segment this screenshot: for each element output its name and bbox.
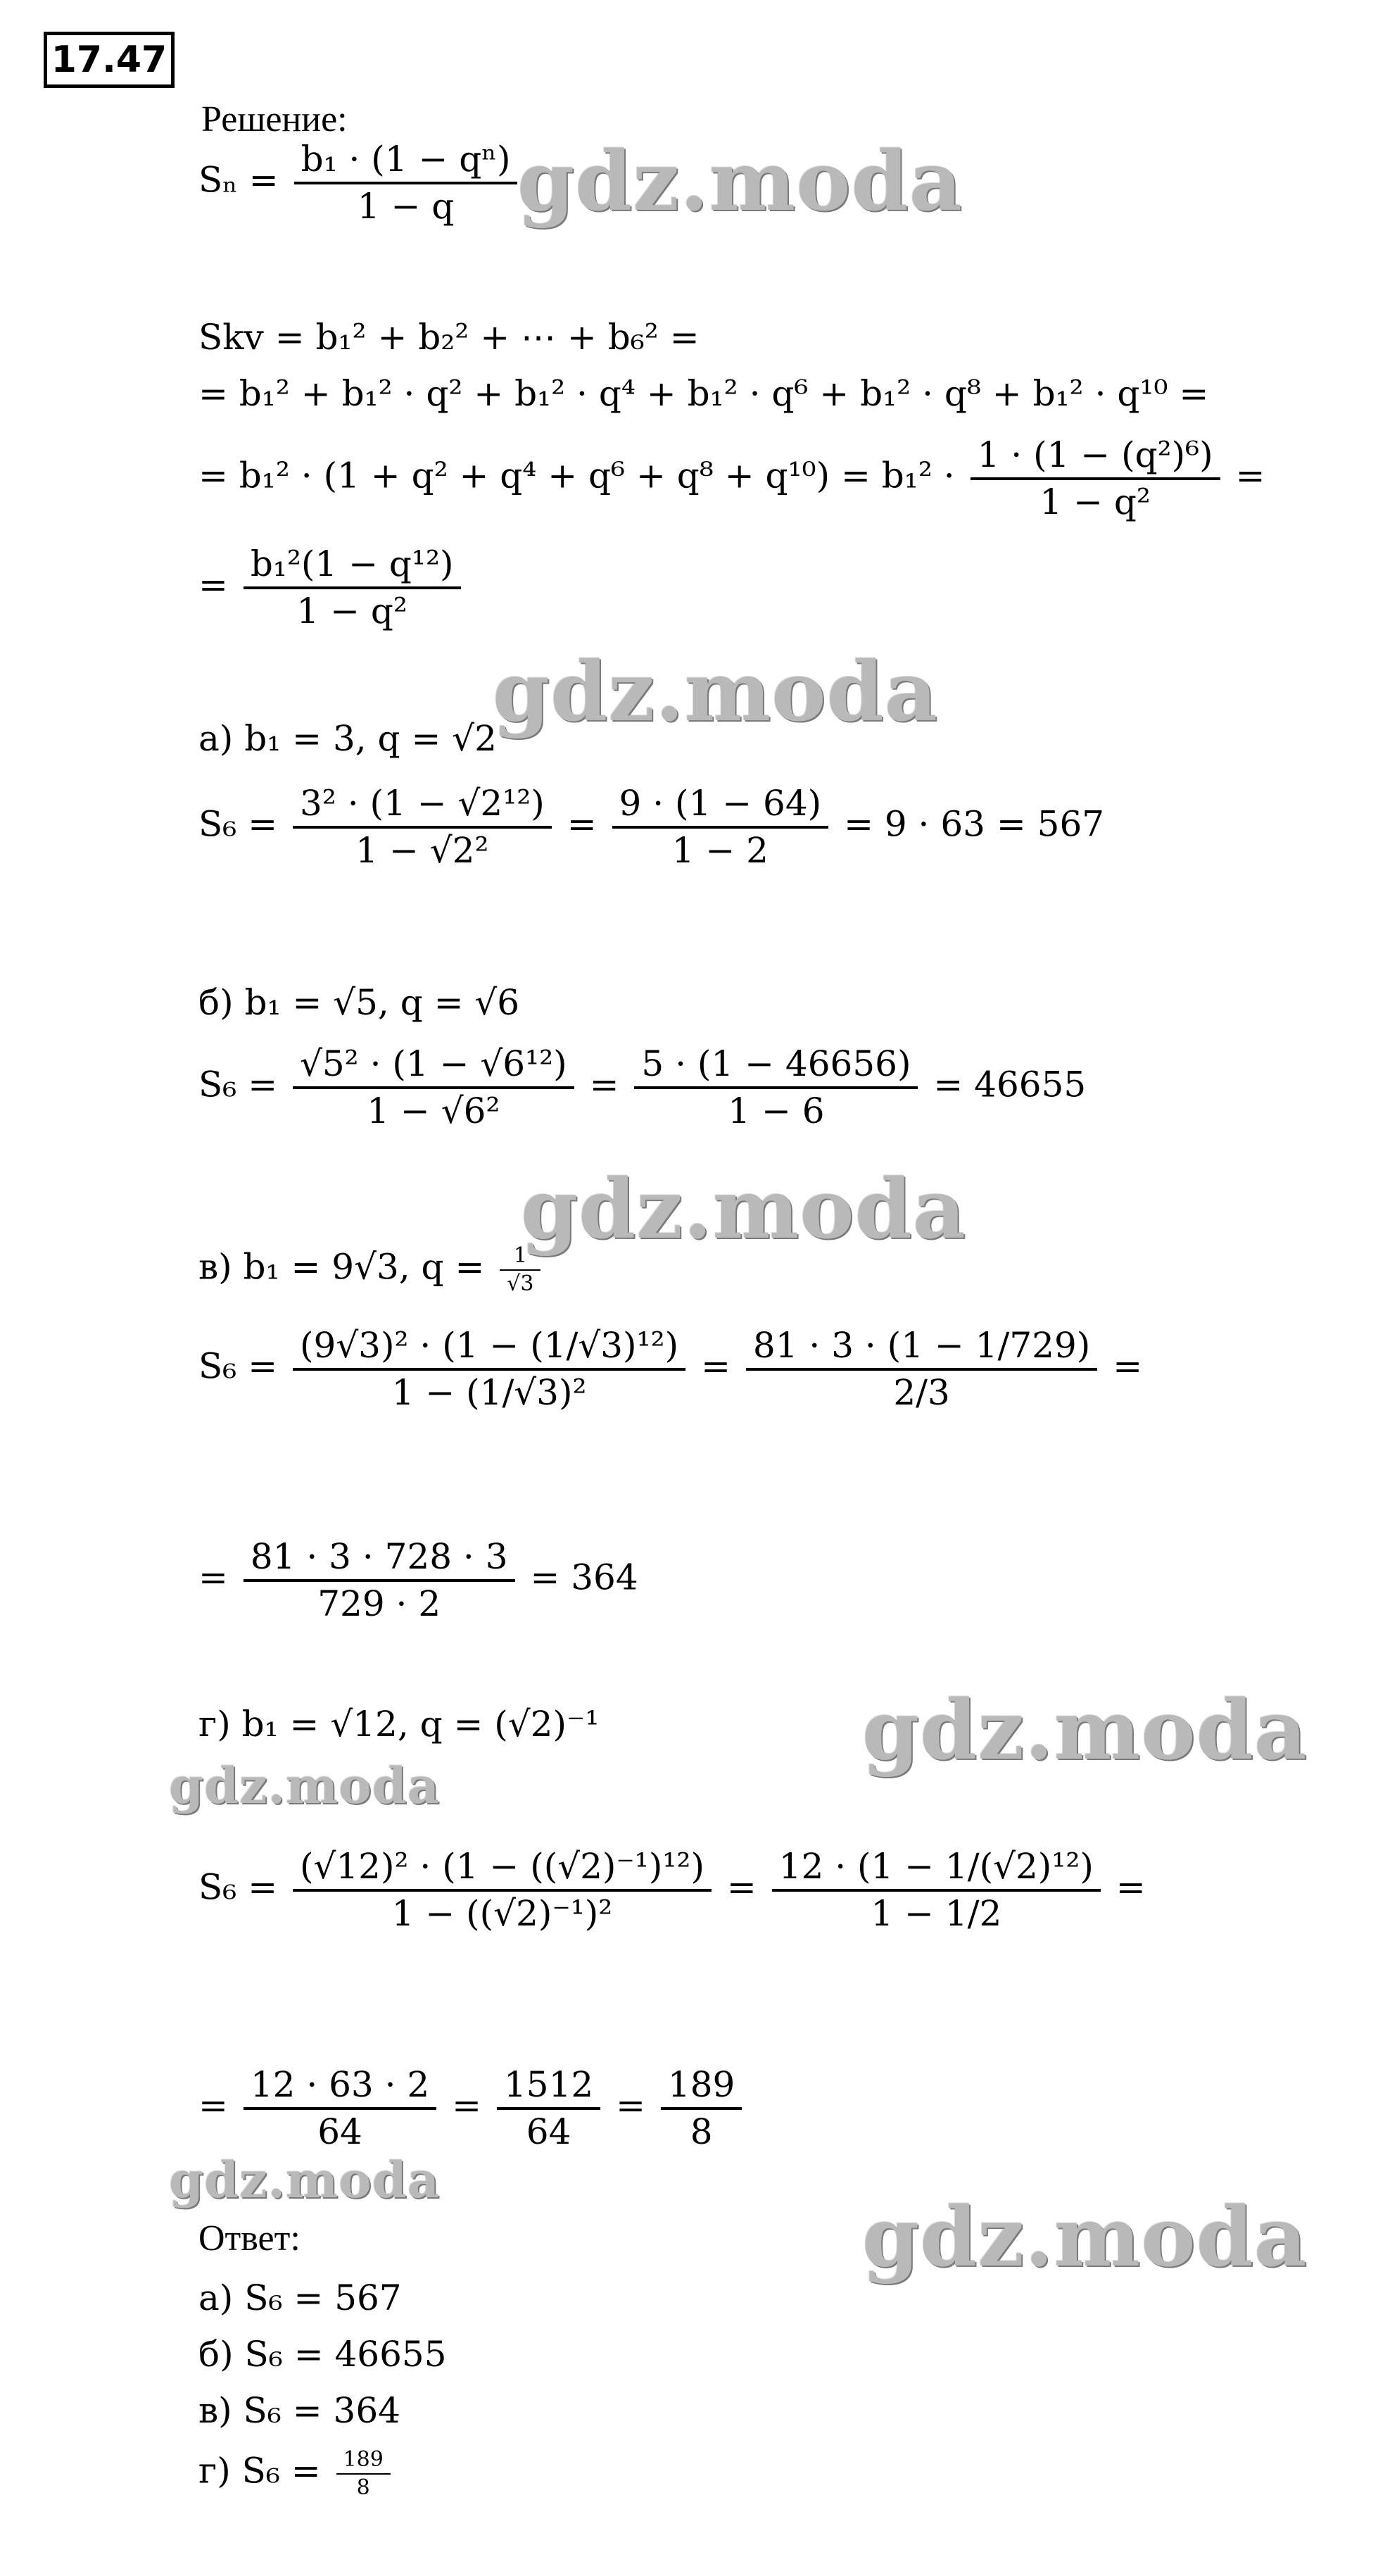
part-g-f1-num: 12 · 63 · 2 [250, 2064, 430, 2105]
part-g-f1-den: 64 [244, 2107, 436, 2154]
skv-line-3-right: = [1235, 455, 1265, 496]
part-v-line-2-den: 729 · 2 [244, 1579, 515, 1626]
part-v-fraction-1 [293, 1324, 685, 1414]
watermark: gdz.moda [521, 1162, 966, 1257]
part-a-result: = 9 · 63 = 567 [844, 803, 1105, 845]
part-b-den-1: 1 − √6² [293, 1086, 574, 1133]
solution-label: Решение: [201, 99, 348, 139]
skv-line-2: = b₁² + b₁² · q² + b₁² · q⁴ + b₁² · q⁶ + b₁² · q⁸ + b₁² · q¹⁰ = [198, 373, 1209, 414]
answer-label: Ответ: [198, 2218, 301, 2258]
part-g-fraction-2 [772, 1845, 1101, 1935]
part-g-line-2 [198, 2063, 746, 2154]
part-a-den-1: 1 − √2² [293, 826, 552, 873]
part-b-num-1: √5² · (1 − √6¹²) [300, 1043, 567, 1084]
watermark: gdz.moda [862, 2189, 1308, 2285]
part-v-given-num: 1 [513, 1243, 527, 1268]
skv-line-4 [198, 542, 465, 633]
skv-line-1: Skv = b₁² + b₂² + ⋯ + b₆² = [198, 317, 700, 358]
part-b-fraction-1 [293, 1042, 574, 1133]
answer-g [198, 2446, 395, 2501]
skv-line-3 [198, 433, 1265, 524]
answer-a: а) S₆ = 567 [198, 2277, 402, 2318]
part-g-fraction-5 [661, 2063, 742, 2154]
skv-line-3-num: 1 · (1 − (q²)⁶) [977, 434, 1213, 475]
part-g-given: г) b₁ = √12, q = (√2)⁻¹ [198, 1704, 600, 1745]
part-v-lhs: S₆ = [198, 1345, 278, 1387]
part-a-calc [198, 781, 1104, 872]
part-g-f2-den: 64 [497, 2107, 600, 2154]
skv-line-4-den: 1 − q² [244, 586, 461, 634]
part-g-line-2-left: = [198, 2085, 228, 2126]
part-v-line-2-left: = [198, 1557, 228, 1598]
part-v-given-prefix: в) b₁ = 9√3, q = [198, 1246, 485, 1288]
part-b-lhs: S₆ = [198, 1064, 278, 1105]
skv-line-3-fraction [971, 433, 1220, 524]
part-v-num-2: 81 · 3 · (1 − 1/729) [752, 1325, 1091, 1366]
part-v-eq-2: = [1113, 1345, 1143, 1387]
part-v-line-2-fraction [244, 1535, 515, 1626]
watermark: gdz.moda [517, 134, 963, 230]
skv-line-3-left: = b₁² · (1 + q² + q⁴ + q⁶ + q⁸ + q¹⁰) = b₁² · [198, 455, 955, 496]
skv-line-4-fraction [244, 542, 461, 633]
formula-sn-fraction [294, 137, 518, 228]
formula-sn [198, 137, 521, 228]
problem-number: 17.47 [44, 32, 175, 88]
formula-sn-lhs: Sₙ = [198, 159, 279, 201]
part-a-fraction-1 [293, 781, 552, 872]
part-b-result: = 46655 [933, 1064, 1087, 1105]
part-g-calc [198, 1845, 1146, 1935]
part-g-fraction-3 [244, 2063, 436, 2154]
part-b-fraction-2 [634, 1042, 918, 1133]
part-v-given [198, 1243, 545, 1297]
part-g-lhs: S₆ = [198, 1866, 278, 1908]
skv-line-4-left: = [198, 564, 228, 605]
watermark: gdz.moda [169, 2151, 441, 2209]
part-b-calc [198, 1042, 1086, 1133]
watermark: gdz.moda [862, 1683, 1308, 1778]
part-a-lhs: S₆ = [198, 803, 278, 845]
part-b-eq-1: = [589, 1064, 619, 1105]
answer-v: в) S₆ = 364 [198, 2390, 400, 2431]
part-g-eq-4: = [616, 2085, 646, 2126]
part-g-eq-1: = [726, 1866, 757, 1908]
part-b-num-2: 5 · (1 − 46656) [641, 1043, 911, 1084]
part-v-den-1: 1 − (1/√3)² [293, 1368, 685, 1415]
part-g-fraction-1 [293, 1845, 712, 1935]
part-v-given-den: √3 [500, 1269, 541, 1298]
part-a-den-2: 1 − 2 [612, 826, 829, 873]
skv-line-3-den: 1 − q² [971, 477, 1220, 524]
part-a-fraction-2 [612, 781, 829, 872]
part-g-f3-num: 189 [667, 2064, 735, 2105]
part-b-den-2: 1 − 6 [634, 1086, 918, 1133]
part-v-line-2 [198, 1535, 638, 1626]
answer-g-prefix: г) S₆ = [198, 2450, 321, 2492]
part-g-den-2: 1 − 1/2 [772, 1889, 1101, 1936]
answer-g-fraction [336, 2446, 391, 2501]
part-a-eq-1: = [567, 803, 597, 845]
part-g-num-1: (√12)² · (1 − ((√2)⁻¹)¹²) [300, 1846, 704, 1887]
watermark: gdz.moda [169, 1757, 441, 1815]
answer-b: б) S₆ = 46655 [198, 2334, 447, 2375]
part-g-eq-3: = [452, 2085, 482, 2126]
part-v-eq-1: = [701, 1345, 731, 1387]
part-v-calc [198, 1324, 1142, 1414]
part-v-num-1: (9√3)² · (1 − (1/√3)¹²) [300, 1325, 679, 1366]
skv-line-4-num: b₁²(1 − q¹²) [250, 544, 454, 584]
watermark: gdz.moda [493, 644, 938, 740]
part-v-den-2: 2/3 [746, 1368, 1097, 1415]
part-a-num-1: 3² · (1 − √2¹²) [300, 783, 545, 824]
part-v-line-2-num: 81 · 3 · 728 · 3 [250, 1536, 508, 1577]
part-b-given: б) b₁ = √5, q = √6 [198, 982, 520, 1023]
part-g-num-2: 12 · (1 − 1/(√2)¹²) [778, 1846, 1094, 1887]
part-a-given: а) b₁ = 3, q = √2 [198, 718, 497, 759]
part-v-fraction-2 [746, 1324, 1097, 1414]
formula-sn-num: b₁ · (1 − qⁿ) [301, 139, 511, 180]
part-g-eq-2: = [1115, 1866, 1146, 1908]
part-g-f2-num: 1512 [503, 2064, 594, 2105]
formula-sn-den: 1 − q [294, 182, 518, 229]
part-a-num-2: 9 · (1 − 64) [619, 783, 822, 824]
answer-g-den: 8 [336, 2473, 391, 2501]
part-g-f3-den: 8 [661, 2107, 742, 2154]
answer-g-num: 189 [343, 2447, 384, 2472]
part-g-fraction-4 [497, 2063, 600, 2154]
part-v-line-2-result: = 364 [530, 1557, 638, 1598]
part-g-den-1: 1 − ((√2)⁻¹)² [293, 1889, 712, 1936]
